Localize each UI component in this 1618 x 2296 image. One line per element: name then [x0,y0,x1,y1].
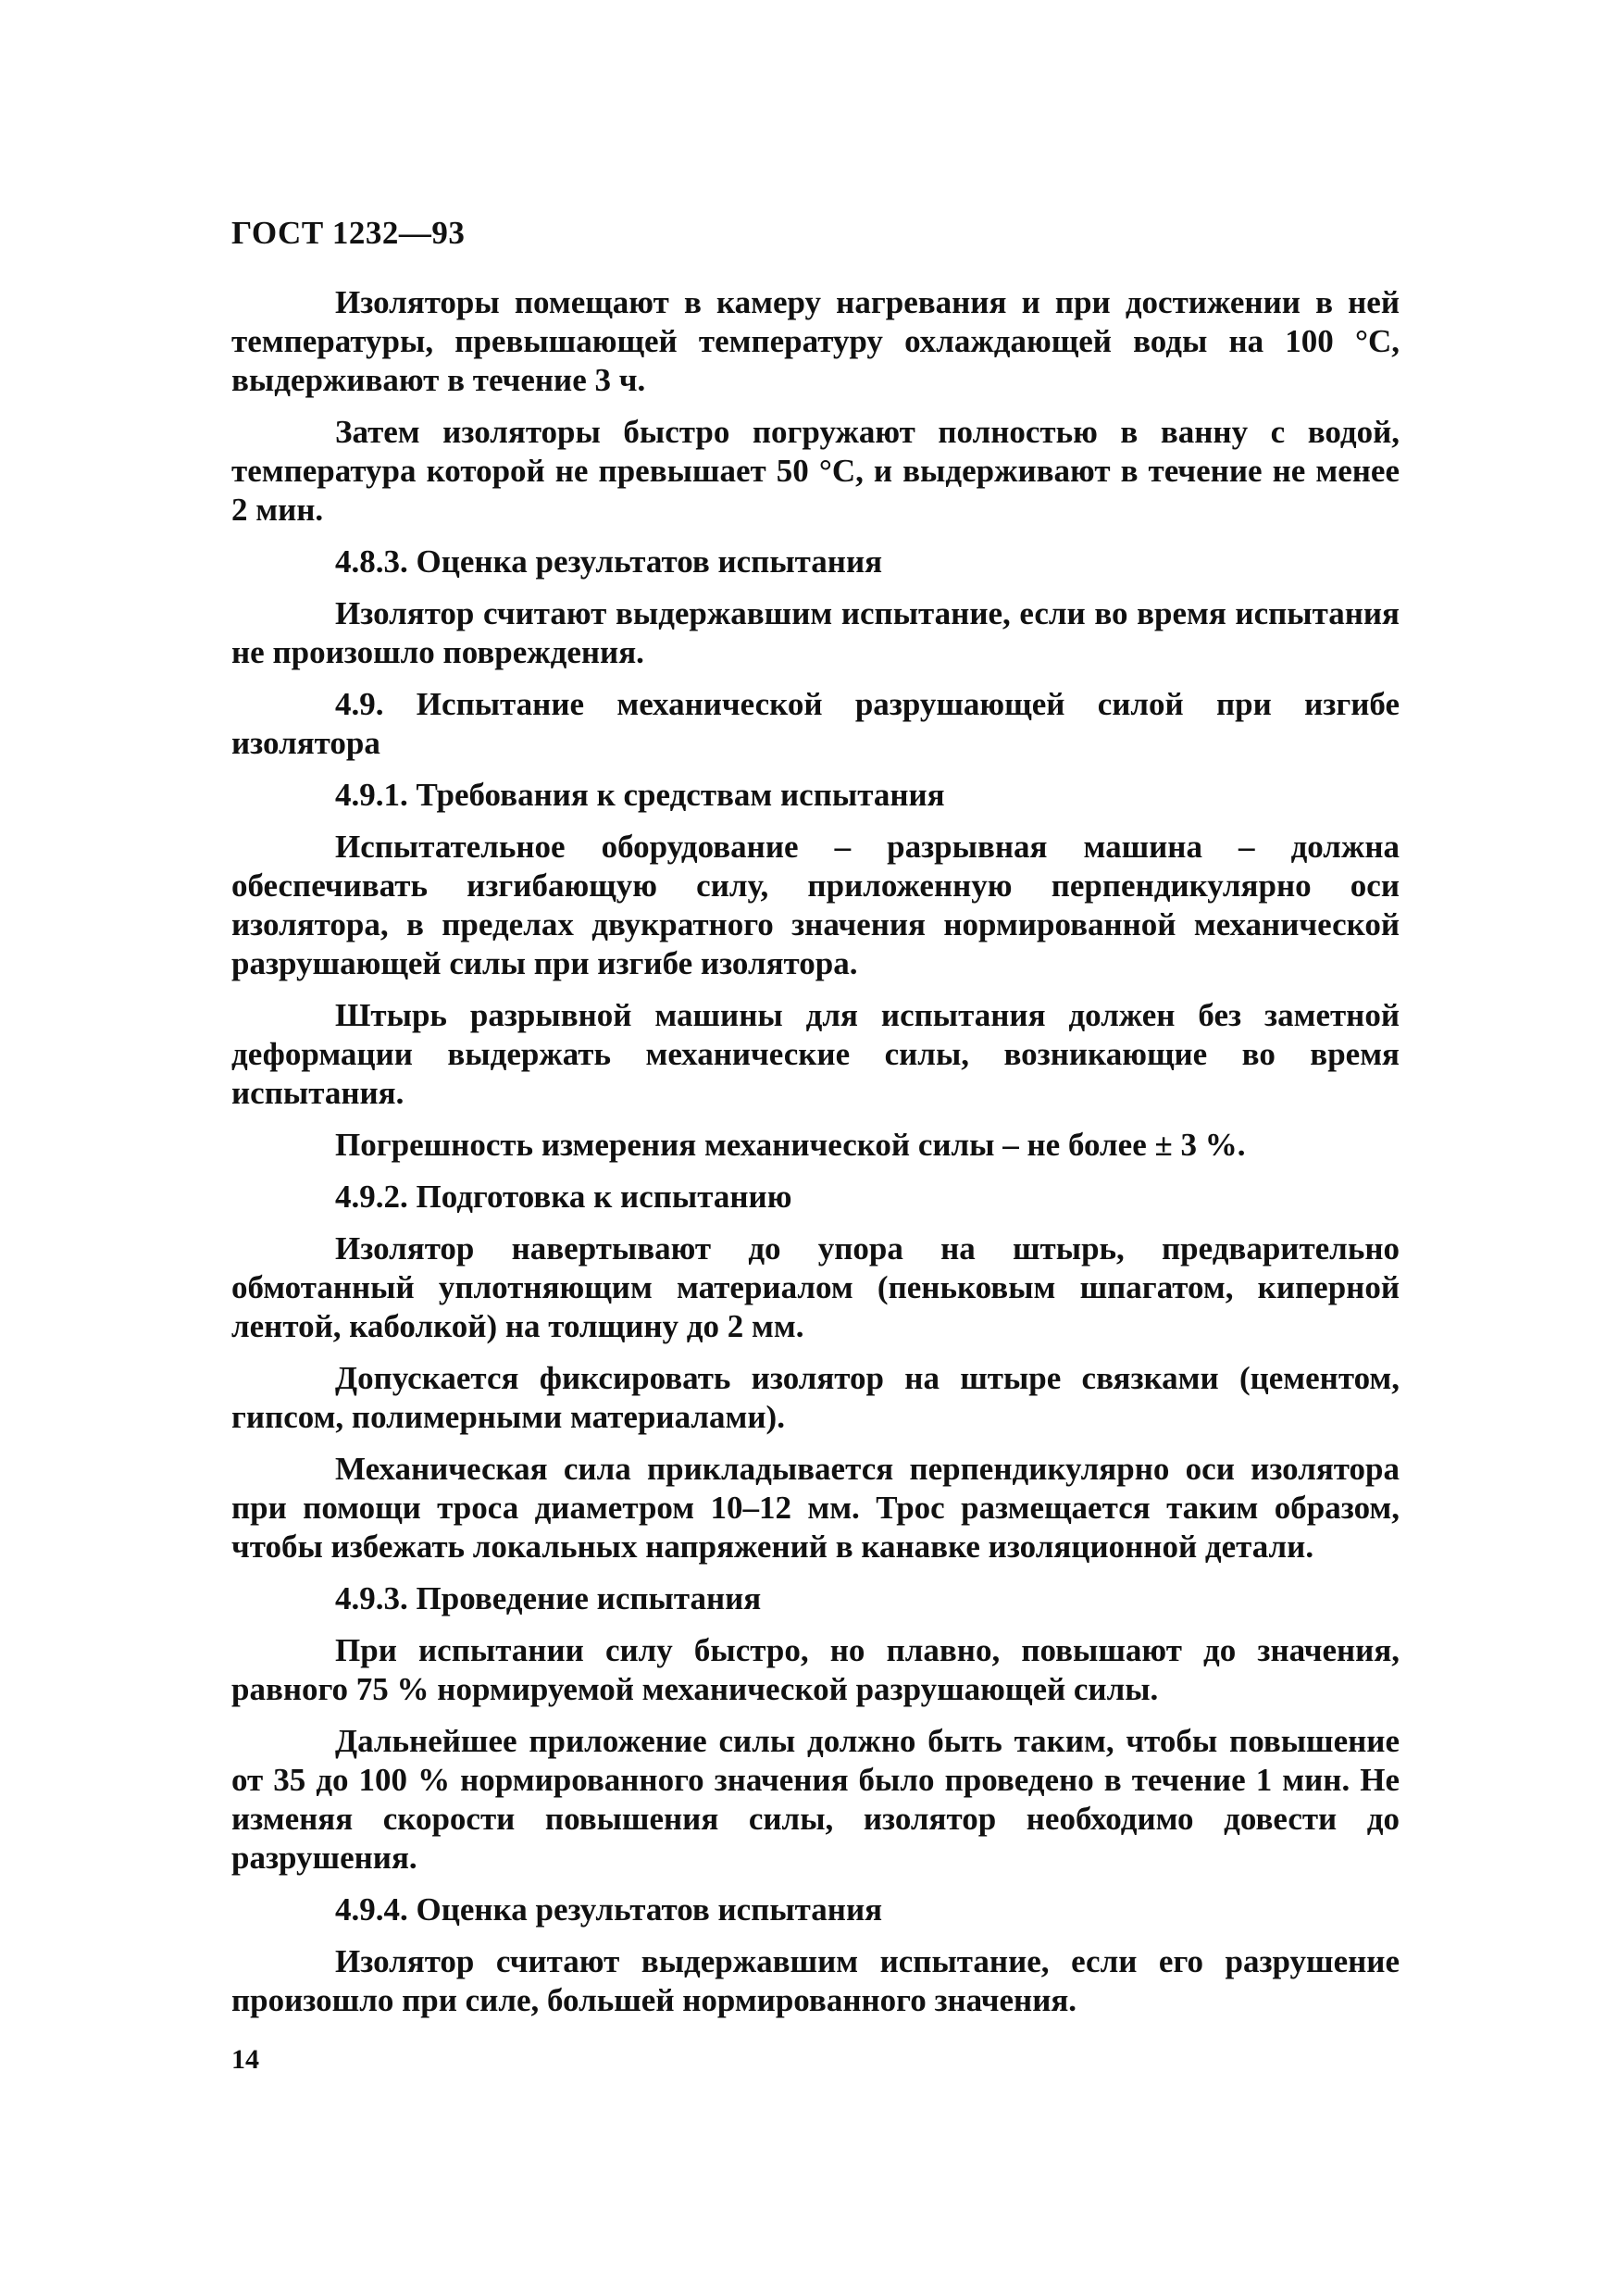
section-heading-4-9-1: 4.9.1. Требования к средствам испытания [335,777,945,813]
document-body [231,283,1400,2033]
paragraph-force-increase: При испытании силу быстро, но плавно, повышают до значения, равного 75 % нормируемой механической разрушающей силы. [231,1632,1400,1707]
page-number: 14 [231,2044,259,2075]
section-heading-4-9-2: 4.9.2. Подготовка к испытанию [335,1179,792,1215]
paragraph-evaluation-thermal: Изолятор считают выдержавшим испытание, если во время испытания не произошло повреждения. [231,595,1400,670]
paragraph-immersion: Затем изоляторы быстро погружают полностью в ванну с водой, температура которой не превышает 50 °С, и выдерживают в течение не менее 2 мин. [231,414,1400,528]
paragraph-pin-requirement: Штырь разрывной машины для испытания должен без заметной деформации выдержать механические силы, возникающие во время испытания. [231,997,1400,1111]
section-heading-4-9: 4.9. Испытание механической разрушающей силой при изгибе изолятора [231,686,1400,761]
paragraph-measurement-error: Погрешность измерения механической силы – не более ± 3 %. [335,1127,1246,1163]
paragraph-force-application: Механическая сила прикладывается перпендикулярно оси изолятора при помощи троса диаметром 10–12 мм. Трос размещается таким образом, чтобы избежать локальных напряжений в канавке изоляционной детали. [231,1451,1400,1565]
paragraph-heating: Изоляторы помещают в камеру нагревания и при достижении в ней температуры, превышающей температуру охлаждающей воды на 100 °С, выдерживают в течение 3 ч. [231,284,1400,398]
document-code-header: ГОСТ 1232—93 [231,215,466,251]
section-heading-4-8-3: 4.8.3. Оценка результатов испытания [335,543,883,580]
paragraph-test-equipment: Испытательное оборудование – разрывная машина – должна обеспечивать изгибающую силу, приложенную перпендикулярно оси изолятора, в пределах двукратного значения нормированной механической разрушающей силы при изгибе изолятора. [231,829,1400,981]
paragraph-evaluation-mechanical: Изолятор считают выдержавшим испытание, если его разрушение произошло при силе, большей нормированного значения. [231,1943,1400,2018]
paragraph-fixing: Допускается фиксировать изолятор на штыре связками (цементом, гипсом, полимерными материалами). [231,1360,1400,1435]
section-heading-4-9-4: 4.9.4. Оценка результатов испытания [335,1891,883,1928]
paragraph-mounting: Изолятор навертывают до упора на штырь, предварительно обмотанный уплотняющим материалом (пеньковым шпагатом, киперной лентой, каболкой) на толщину до 2 мм. [231,1230,1400,1344]
section-heading-4-9-3: 4.9.3. Проведение испытания [335,1580,762,1616]
paragraph-further-loading: Дальнейшее приложение силы должно быть таким, чтобы повышение от 35 до 100 % нормированного значения было проведено в течение 1 мин. Не изменяя скорости повышения силы, изолятор необходимо довести до разрушения. [231,1723,1400,1876]
